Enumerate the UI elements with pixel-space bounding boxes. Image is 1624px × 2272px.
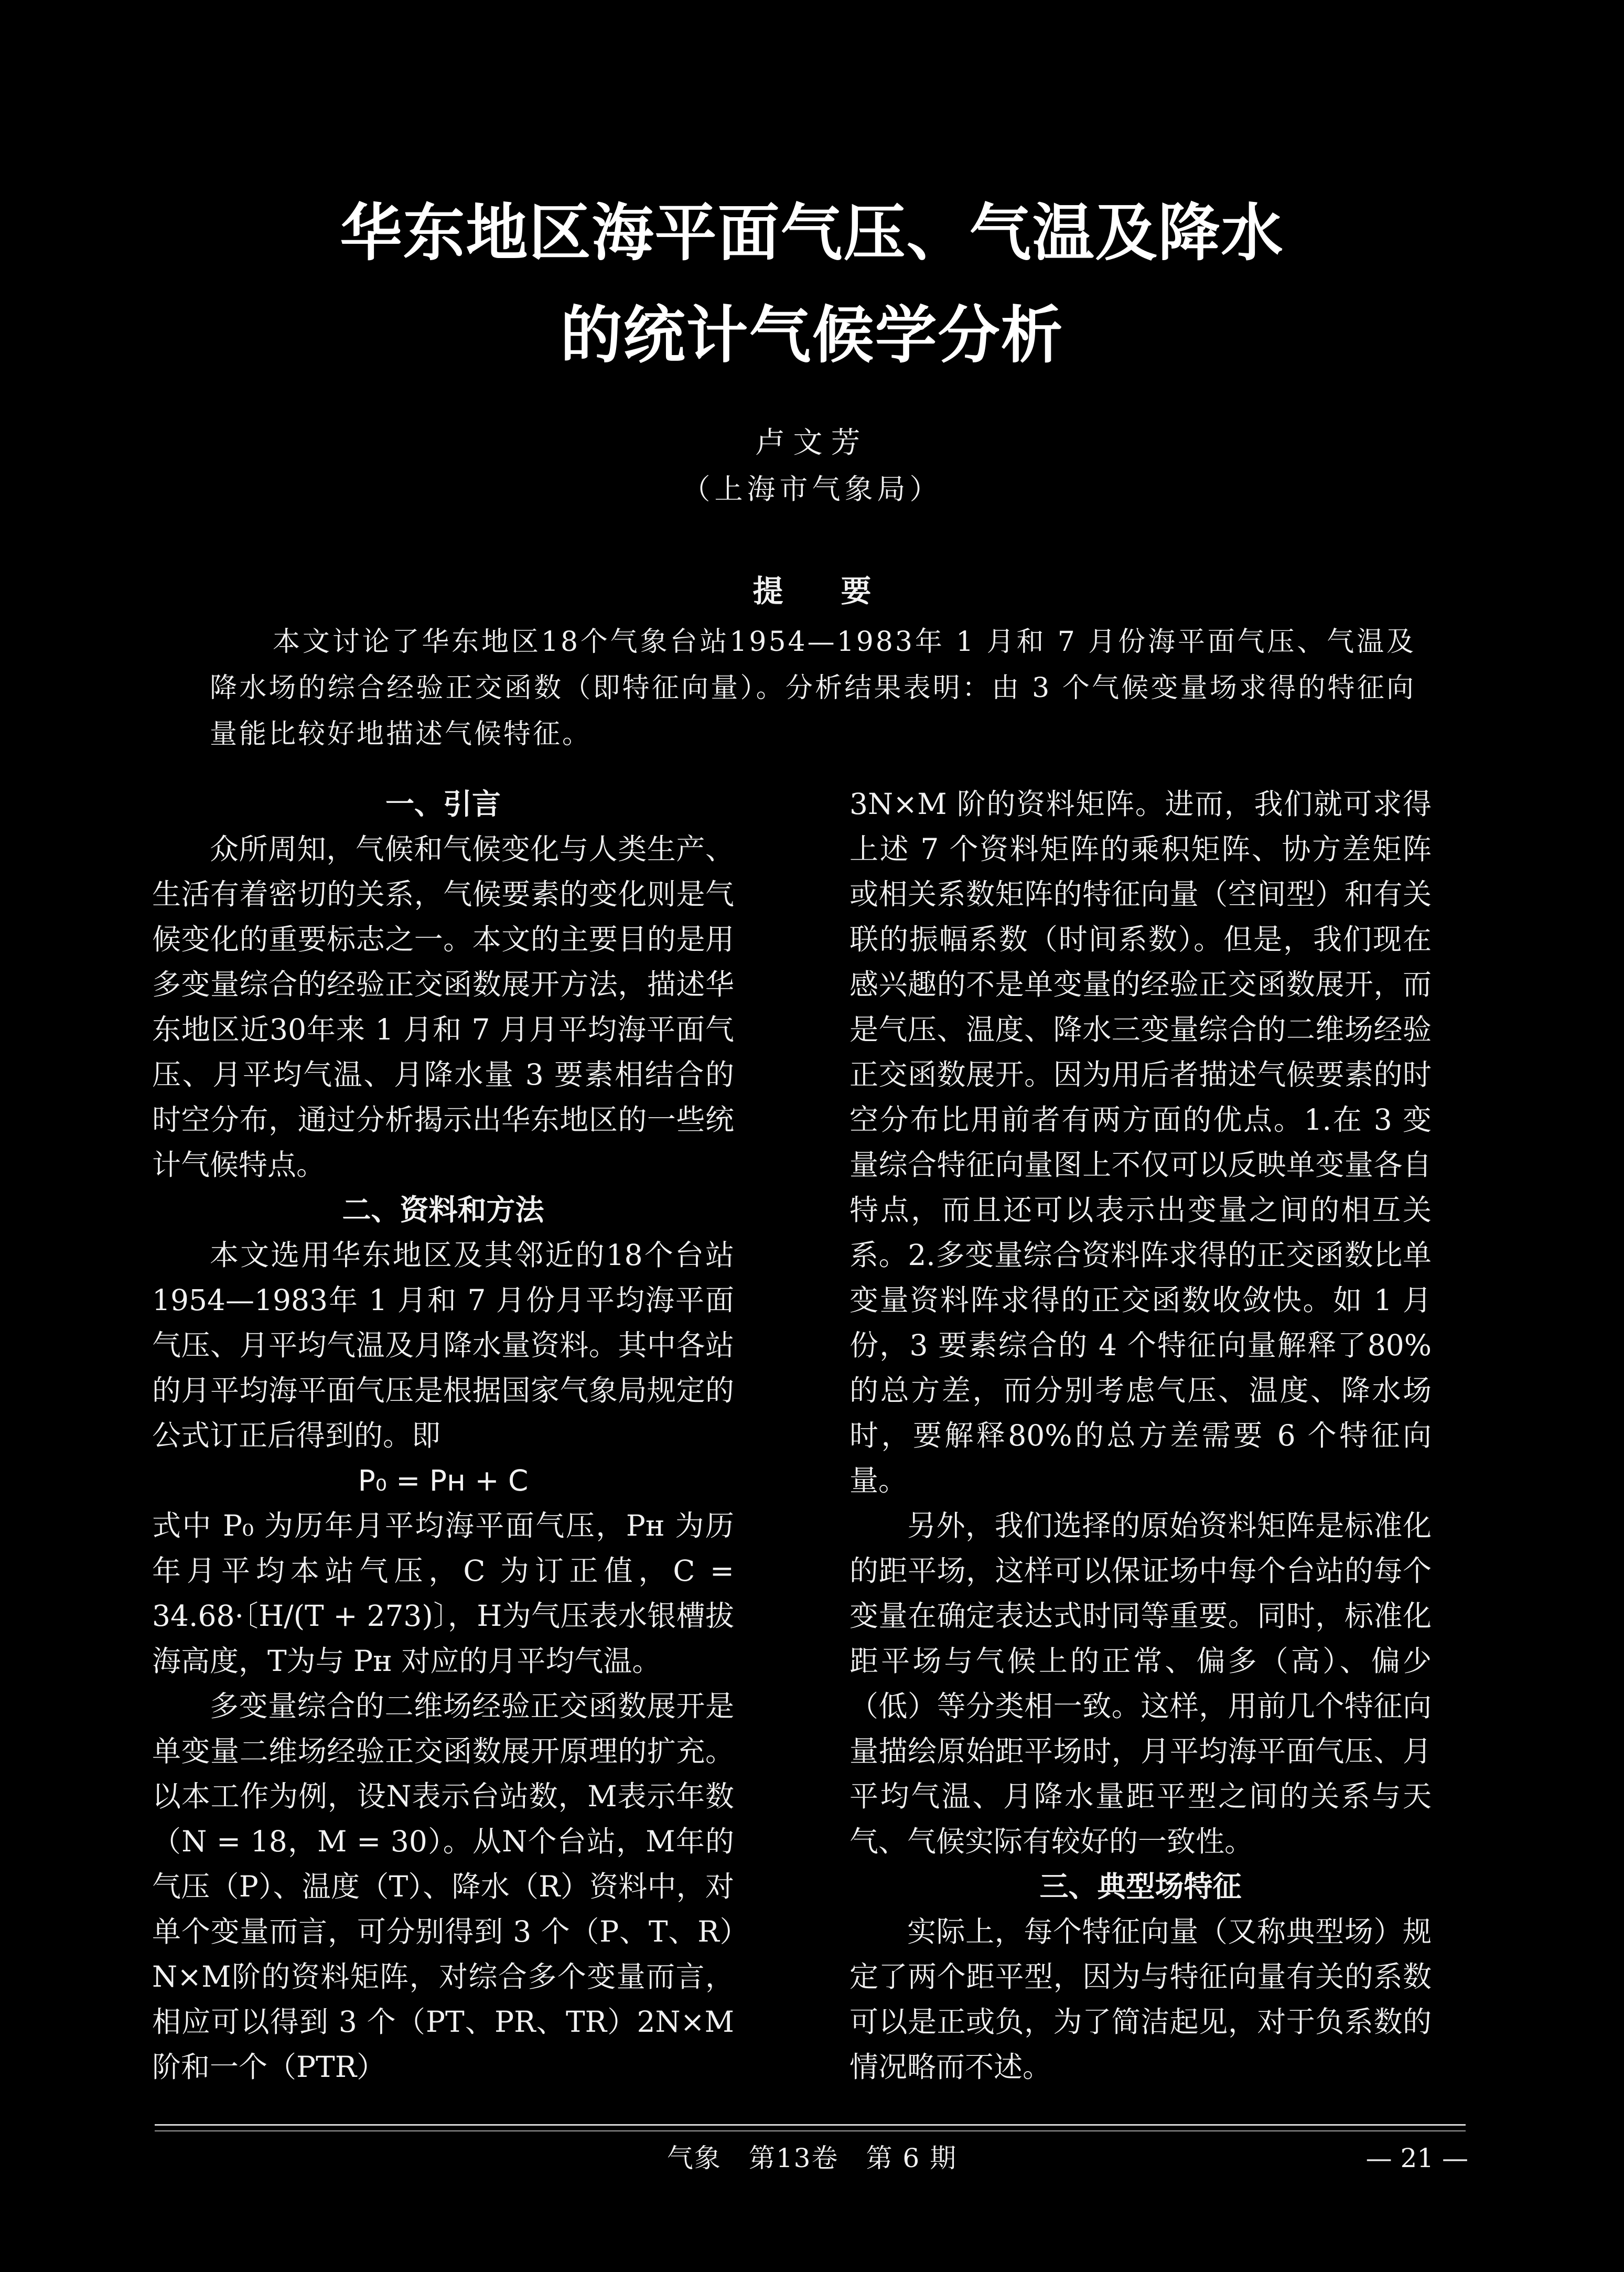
section-2-heading: 二、资料和方法 (342, 1193, 544, 1227)
section-1-heading: 一、引言 (385, 787, 501, 821)
abstract-text: 本文讨论了华东地区18个气象台站1954—1983年 1 月和 7 月份海平面气压、气温及降水场的综合经验正交函数（即特征向量）。分析结果表明：由 3 个气候变量场求得的特征向量能比较好地描述气候特征。 (210, 626, 1416, 750)
author: 卢文芳 (755, 426, 869, 460)
section-3-heading: 三、典型场特征 (1039, 1869, 1242, 1903)
title-line-2: 的统计气候学分析 (560, 298, 1064, 371)
title-line-1: 华东地区海平面气压、气温及降水 (340, 196, 1284, 269)
right-paragraph-3: 实际上，每个特征向量（又称典型场）规定了两个距平型，因为与特征向量有关的系数可以是正或负，为了简洁起见，对于负系数的情况略而不述。 (849, 1915, 1432, 2084)
abstract-heading-char-1: 提 (752, 573, 783, 609)
right-paragraph-2: 另外，我们选择的原始资料矩阵是标准化的距平场，这样可以保证场中每个台站的每个变量在确定表达式时同等重要。同时，标准化距平场与气候上的正常、偏多（高）、偏少（低）等分类相一致。这样，用前几个特征向量描绘原始距平场时，月平均海平面气压、月平均气温、月降水量距平型之间的关系与天气、气候实际有较好的一致性。 (849, 1509, 1432, 1858)
right-column (849, 781, 1432, 2089)
section-2-paragraph-3: 多变量综合的二维场经验正交函数展开是单变量二维场经验正交函数展开原理的扩充。以本工作为例，设N表示台站数，M表示年数（N = 18，M = 30）。从N个台站，M年的气压（P）、温度（T）、降水（R）资料中，对单个变量而言，可分别得到 3 个（P、T、R）N×M阶的资料矩阵，对综合多个变量而言，相应可以得到 3 个（PT、PR、TR）2N×M阶和一个（PTR） (152, 1689, 734, 2084)
section-2-paragraph-1: 本文选用华东地区及其邻近的18个台站1954—1983年 1 月和 7 月份月平均海平面气压、月平均气温及月降水量资料。其中各站的月平均海平面气压是根据国家气象局规定的公式订正后得到的。即 (152, 1238, 734, 1452)
left-column (152, 781, 734, 2089)
page-number: — 21 — (1365, 2143, 1468, 2173)
formula: P₀ = Pʜ + C (358, 1464, 529, 1497)
affiliation: （上海市气象局） (682, 473, 942, 506)
section-1-paragraph: 众所周知，气候和气候变化与人类生产、生活有着密切的关系，气候要素的变化则是气候变化的重要标志之一。本文的主要目的是用多变量综合的经验正交函数展开方法，描述华东地区近30年来 1 月和 7 月月平均海平面气压、月平均气温、月降水量 3 要素相结合的时空分布，通过分析揭示出华东地区的一些统计气候特点。 (152, 832, 734, 1182)
section-2-paragraph-2: 式中 P₀ 为历年月平均海平面气压，Pʜ 为历年月平均本站气压，C 为订正值，C = 34.68·〔H/(T + 273)〕，H为气压表水银槽拔海高度，T为与 Pʜ 对应的月平均气温。 (152, 1509, 734, 1678)
abstract-heading-char-2: 要 (841, 573, 872, 609)
right-paragraph-1: 3N×M 阶的资料矩阵。进而，我们就可求得上述 7 个资料矩阵的乘积矩阵、协方差矩阵或相关系数矩阵的特征向量（空间型）和有关联的振幅系数（时间系数）。但是，我们现在感兴趣的不是单变量的经验正交函数展开，而是气压、温度、降水三变量综合的二维场经验正交函数展开。因为用后者描述气候要素的时空分布比用前者有两方面的优点。1.在 3 变量综合特征向量图上不仅可以反映单变量各自特点，而且还可以表示出变量之间的相互关系。2.多变量综合资料阵求得的正交函数比单变量资料阵求得的正交函数收敛快。如 1 月份，3 要素综合的 4 个特征向量解释了80%的总方差，而分别考虑气压、温度、降水场时，要解释80%的总方差需要 6 个特征向量。 (849, 787, 1432, 1497)
footer-rule (155, 2124, 1466, 2126)
abstract-heading (0, 566, 1624, 610)
journal-info: 气象 第13卷 第 6 期 (666, 2143, 958, 2173)
footer-rule-thin (155, 2130, 1466, 2131)
